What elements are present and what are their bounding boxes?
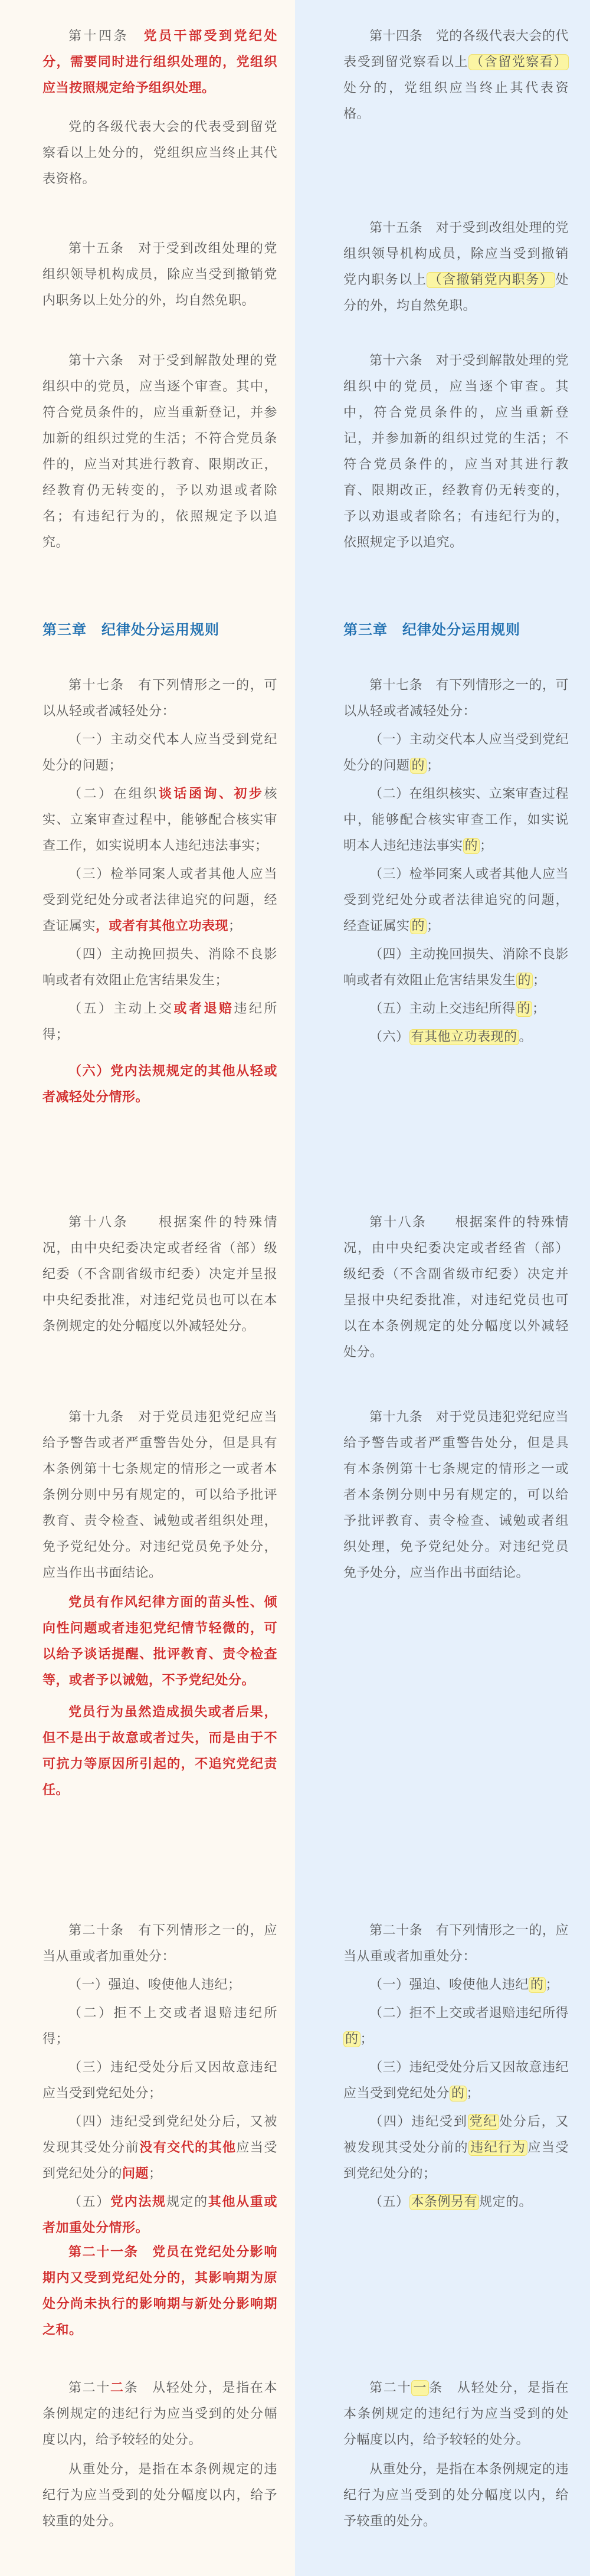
right-article-18: 第十八条 根据案件的特殊情况，由中央纪委决定或者经省（部）级纪委（不含副省级市纪委）决定并呈报中央纪委批准，对违纪党员也可以在本条例规定的处分幅度以外减轻处分。 — [343, 1215, 569, 1360]
left-article-18: 第十八条 根据案件的特殊情况，由中央纪委决定或者经省（部）级纪委（不含副省级市纪委）决定并呈报中央纪委批准，对违纪党员也可以在本条例规定的处分幅度以外减轻处分。 — [42, 1215, 277, 1334]
right-column — [295, 0, 590, 2576]
right-chapter-3-heading: 第三章 纪律处分运用规则 — [343, 621, 520, 638]
right-article-14: 第十四条 党的各级代表大会的代表受到留党察看以上 （含留党察看）处分的，党组织应当终止其代表资格。 — [343, 29, 569, 122]
left-article-15: 第十五条 对于受到改组处理的党组织领导机构成员，除应当受到撤销党内职务以上处分的外，均自然免职。 — [42, 241, 277, 308]
right-article-15: 第十五条 对于受到改组处理的党组织领导机构成员，除应当受到撤销党内职务以上 （含撤销党内职务） 处分的外，均自然免职。 — [343, 221, 569, 313]
left-article-19: 第十九条 对于党员违犯党纪应当给予警告或者严重警告处分，但是具有本条例第十七条规定的情形之一或者本条例分则中另有规定的，可以给予批评教育、责令检查、诫勉或者组织处理，免予党纪处分。对违纪党员免予处分，应当作出书面结论。 党员有作风纪律方面的苗头性、倾向性问题或者违犯党纪情节轻微的，可以给予谈话提醒、批评教育、责令检查等，或者予以诫勉，不予党纪处分。 党员行为虽然造成损失或者后果，但不是出于故意或者过失，而是由于不可抗力等原因所引起的，不追究党纪责任。 — [42, 1410, 277, 1798]
right-article-16: 第十六条 对于受到解散处理的党组织中的党员，应当逐个审查。其中，符合党员条件的，应当重新登记，并参加新的组织过党的生活；不符合党员条件的，应当对其进行教育、限期改正，经教育仍无转变的，予以劝退或者除名；有违纪行为的，依照规定予以追究。 — [343, 353, 569, 550]
left-article-21: 第二十一条 党员在党纪处分影响期内又受到党纪处分的，其影响期为原处分尚未执行的影响期与新处分影响期之和。 — [42, 2245, 277, 2338]
right-article-21: 第二十 一 条 从轻处分，是指在本条例规定的违纪行为应当受到的处分幅度以内，给予较轻的处分。 从重处分，是指在本条例规定的违纪行为应当受到的处分幅度以内，给予较重的处分。 — [343, 2381, 569, 2529]
left-article-16: 第十六条 对于受到解散处理的党组织中的党员，应当逐个审查。其中，符合党员条件的，应当重新登记，并参加新的组织过党的生活；不符合党员条件的，应当对其进行教育、限期改正，经教育仍无转变的，予以劝退或者除名；有违纪行为的，依照规定予以追究。 — [42, 353, 277, 550]
right-article-19: 第十九条 对于党员违犯党纪应当给予警告或者严重警告处分，但是具有本条例第十七条规定的情形之一或者本条例分则中另有规定的，可以给予批评教育、责令检查、诫勉或者组织处理，免予党纪处分。对违纪党员免予处分，应当作出书面结论。 — [343, 1410, 569, 1580]
left-article-20: 第二十条 有下列情形之一的，应当从重或者加重处分： （一）强迫、唆使他人违纪； （二）拒不上交或者退赔违纪所得； （三）违纪受处分后又因故意违纪应当受到党纪处分； （四）违纪受到党纪处分后，又被发现其受处分前没有交代的其他应当受到党纪处分的问题； （五）党内法规规定的其他从重或者加重处分情形。 — [42, 1923, 277, 2235]
left-chapter-3-heading: 第三章 纪律处分运用规则 — [42, 621, 219, 638]
left-article-17: 第十七条 有下列情形之一的，可以从轻或者减轻处分： （一）主动交代本人应当受到党纪处分的问题； （二）在组织谈话函询、初步核实、立案审查过程中，能够配合核实审查工作，如实说明本人违纪违法事实； （三）检举同案人或者其他人应当受到党纪处分或者法律追究的问题，经查证属实，或者有其他立功表现； （四）主动挽回损失、消除不良影响或者有效阻止危害结果发生； （五）主动上交或者退赔违纪所得； （六）党内法规规定的其他从轻或者减轻处分情形。 — [42, 678, 277, 1105]
right-article-20: 第二十条 有下列情形之一的，应当从重或者加重处分： （一）强迫、唆使他人违纪 的 ； （二）拒不上交或者退赔违纪所得的 ； （三）违纪受处分后又因故意违纪应当受到党纪处分 的 ； （四）违纪受到 党纪 处分后，又被发现其受处分前的 违纪行为 应当受到党纪处分的； （五） 本条例另有 规定的。 — [343, 1923, 569, 2210]
left-article-14: 第十四条 党员干部受到党纪处分，需要同时进行组织处理的，党组织应当按照规定给予组织处理。 党的各级代表大会的代表受到留党察看以上处分的，党组织应当终止其代表资格。 — [42, 29, 277, 186]
right-article-17: 第十七条 有下列情形之一的，可以从轻或者减轻处分： （一）主动交代本人应当受到党纪处分的问题 的 ； （二）在组织核实、立案审查过程中，能够配合核实审查工作，如实说明本人违纪违法事实 的 ； （三）检举同案人或者其他人应当受到党纪处分或者法律追究的问题，经查证属实 的 ； （四）主动挽回损失、消除不良影响或者有效阻止危害结果发生 的 ； （五）主动上交违纪所得 的 ； （六） 有其他立功表现的 。 — [343, 678, 569, 1045]
left-article-22: 第二十二条 从轻处分，是指在本条例规定的违纪行为应当受到的处分幅度以内，给予较轻的处分。 从重处分，是指在本条例规定的违纪行为应当受到的处分幅度以内，给予较重的处分。 — [42, 2381, 277, 2529]
